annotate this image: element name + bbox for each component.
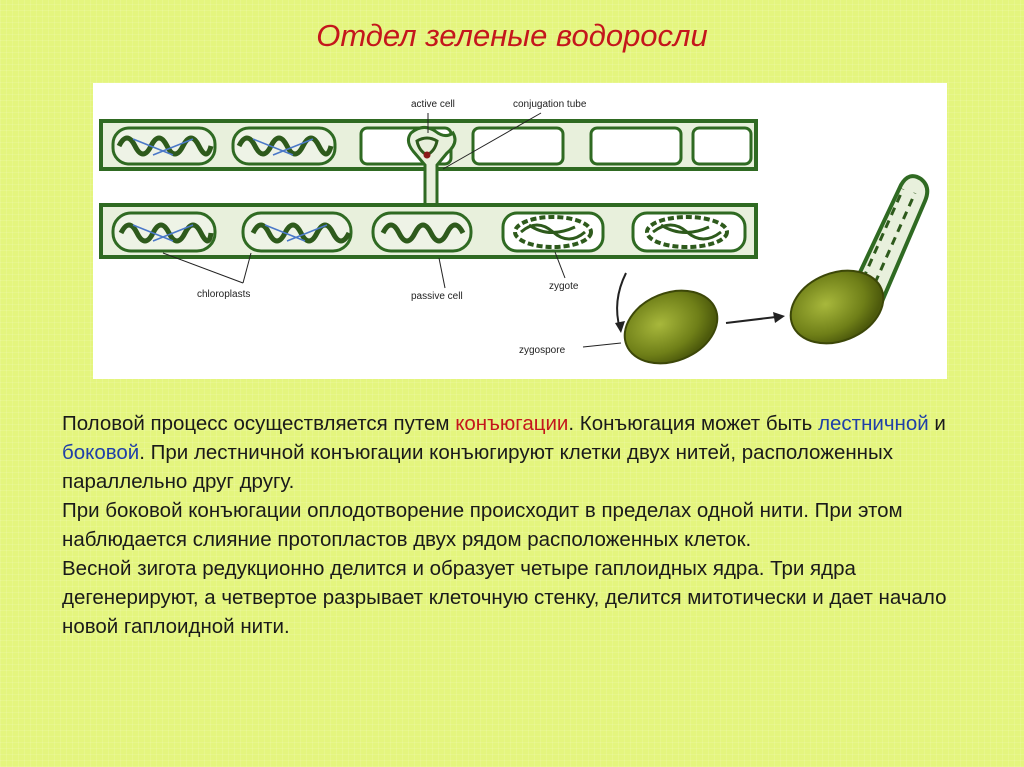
conjugation-diagram (93, 83, 947, 379)
paragraph-conjugation: Половой процесс осуществляется путем конъюгации. Конъюгация может быть лестничной и боковой. При лестничной конъюгации конъюгируют клетки двух нитей, расположенных параллельно друг другу. (62, 412, 946, 493)
term-lateral: боковой (62, 441, 140, 464)
lower-filament (101, 205, 756, 257)
term-conjugation: конъюгации (455, 412, 569, 435)
label-passive-cell: passive cell (411, 291, 463, 302)
arrowhead-icon (773, 312, 785, 323)
arrowhead-icon (615, 321, 625, 333)
label-zygote: zygote (549, 281, 579, 292)
label-conjugation-tube: conjugation tube (513, 99, 587, 110)
paragraph-spring: Весной зигота редукционно делится и образует четыре гаплоидных ядра. Три ядра дегенерируют, а четвертое разрывает клеточную стенку, делится митотически и дает начало новой гаплоидной нити. (62, 557, 947, 638)
description-text (62, 409, 962, 641)
label-zygospore: zygospore (519, 345, 566, 356)
paragraph-lateral: При боковой конъюгации оплодотворение происходит в пределах одной нити. При этом наблюдается слияние протопластов двух рядом расположенных клеток. (62, 499, 903, 551)
label-chloroplasts: chloroplasts (197, 289, 251, 300)
zygospore-shape (614, 277, 728, 376)
page-title: Отдел зеленые водоросли (316, 18, 708, 53)
germinating-zygospore (780, 176, 927, 356)
right-arrow-icon (726, 317, 776, 323)
label-active-cell: active cell (411, 99, 455, 110)
curved-arrow-icon (617, 273, 626, 329)
term-ladder: лестничной (818, 412, 929, 435)
